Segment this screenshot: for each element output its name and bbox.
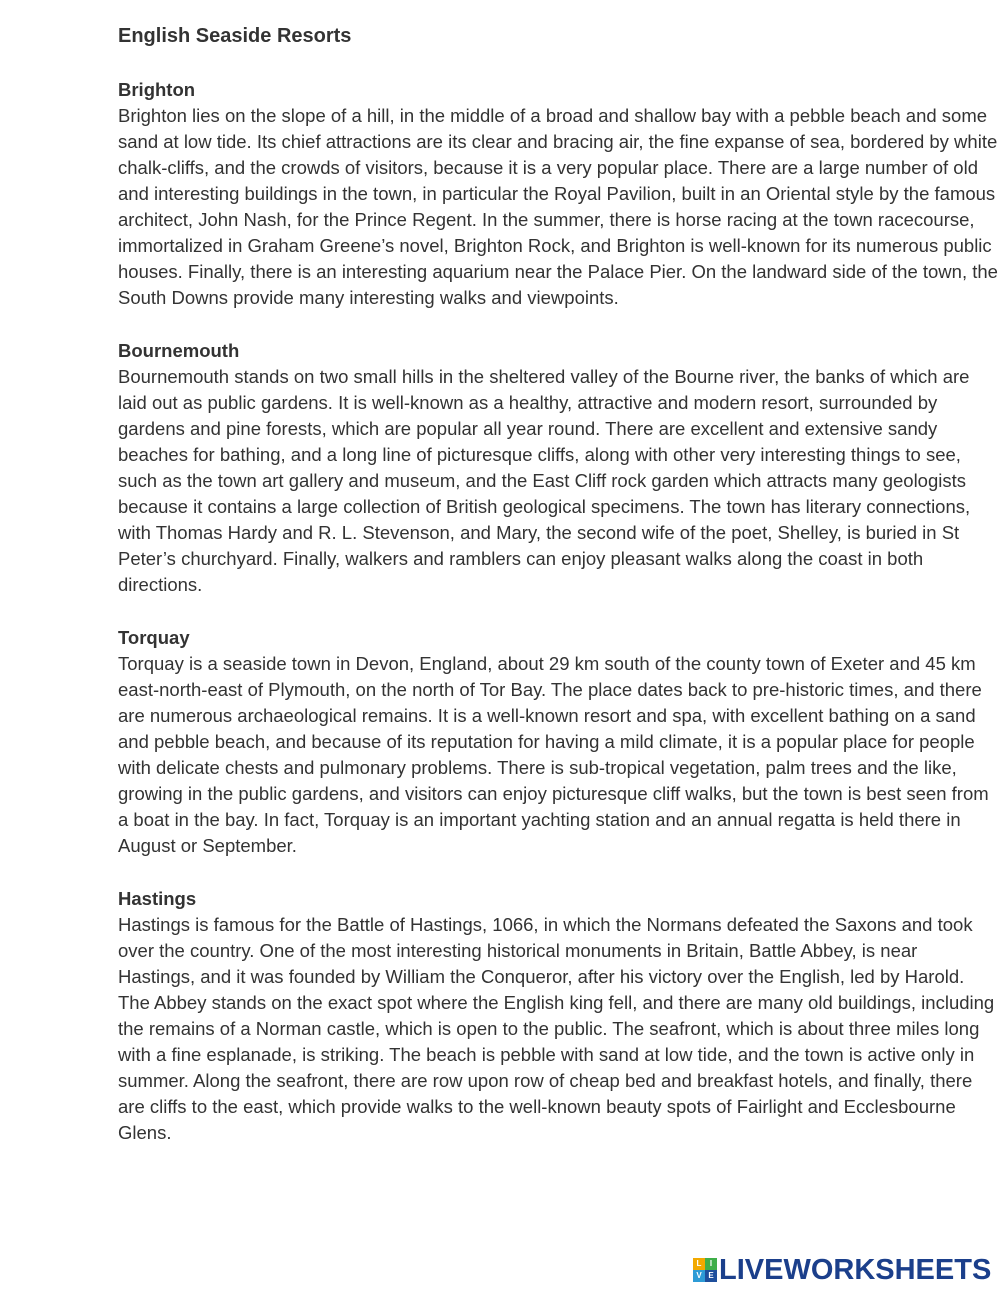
- section-bournemouth: [118, 338, 998, 598]
- section-paragraph: Bournemouth stands on two small hills in the sheltered valley of the Bourne river, the banks of which are laid out as public gardens. It is well-known as a healthy, attractive and modern resort, surrounded by gardens and pine forests, which are popular all year round. There are excellent and extensive sandy beaches for bathing, and a long line of picturesque cliffs, along with other very interesting things to see, such as the town art gallery and museum, and the East Cliff rock garden which attracts many geologists because it contains a large collection of British geological specimens. The town has literary connections, with Thomas Hardy and R. L. Stevenson, and Mary, the second wife of the poet, Shelley, is buried in St Peter’s churchyard. Finally, walkers and ramblers can enjoy pleasant walks along the coast in both directions.: [118, 366, 971, 595]
- logo-mark-letter: L: [693, 1258, 705, 1270]
- logo-mark-icon: [693, 1258, 717, 1282]
- page-title: English Seaside Resorts: [118, 25, 352, 47]
- section-torquay: [118, 625, 998, 859]
- logo-mark-letter: E: [705, 1270, 717, 1282]
- logo-mark-letter: V: [693, 1270, 705, 1282]
- section-paragraph: Torquay is a seaside town in Devon, England, about 29 km south of the county town of Exeter and 45 km east-north-east of Plymouth, on the north of Tor Bay. The place dates back to pre-historic times, and there are numerous archaeological remains. It is a well-known resort and spa, with excellent bathing on a sand and pebble beach, and because of its reputation for having a mild climate, it is a popular place for people with delicate chests and pulmonary problems. There is sub-tropical vegetation, palm trees and the like, growing in the public gardens, and visitors can enjoy picturesque cliff walks, but the town is best seen from a boat in the bay. In fact, Torquay is an important yachting station and an annual regatta is held there in August or September.: [118, 653, 989, 856]
- document: [118, 22, 998, 1146]
- section-hastings: [118, 886, 998, 1146]
- section-paragraph: Hastings is famous for the Battle of Hastings, 1066, in which the Normans defeated the Saxons and took over the country. One of the most interesting historical monuments in Britain, Battle Abbey, is near Hastings, and it was founded by William the Conqueror, after his victory over the English, led by Harold. The Abbey stands on the exact spot where the English king fell, and there are many old buildings, including the remains of a Norman castle, which is open to the public. The seafront, which is about three miles long with a fine esplanade, is striking. The beach is pebble with sand at low tide, and the town is active only in summer. Along the seafront, there are row upon row of cheap bed and breakfast hotels, and finally, there are cliffs to the east, which provide walks to the well-known beauty spots of Fairlight and Ecclesbourne Glens.: [118, 914, 995, 1143]
- logo-text: LIVEWORKSHEETS: [719, 1254, 992, 1286]
- section-heading: Bournemouth: [118, 340, 240, 361]
- section-heading: Hastings: [118, 888, 197, 909]
- section-paragraph: Brighton lies on the slope of a hill, in the middle of a broad and shallow bay with a pebble beach and some sand at low tide. Its chief attractions are its clear and bracing air, the fine expanse of sea, bordered by white chalk-cliffs, and the crowds of visitors, because it is a very popular place. There are a large number of old and interesting buildings in the town, in particular the Royal Pavilion, built in an Oriental style by the famous architect, John Nash, for the Prince Regent. In the summer, there is horse racing at the town racecourse, immortalized in Graham Greene’s novel, Brighton Rock, and Brighton is well-known for its numerous public houses. Finally, there is an interesting aquarium near the Palace Pier. On the landward side of the town, the South Downs provide many interesting walks and viewpoints.: [118, 105, 998, 308]
- section-brighton: [118, 77, 998, 311]
- logo-mark-letter: I: [705, 1258, 717, 1270]
- section-heading: Torquay: [118, 627, 190, 648]
- liveworksheets-logo: [693, 1255, 991, 1285]
- section-heading: Brighton: [118, 79, 196, 100]
